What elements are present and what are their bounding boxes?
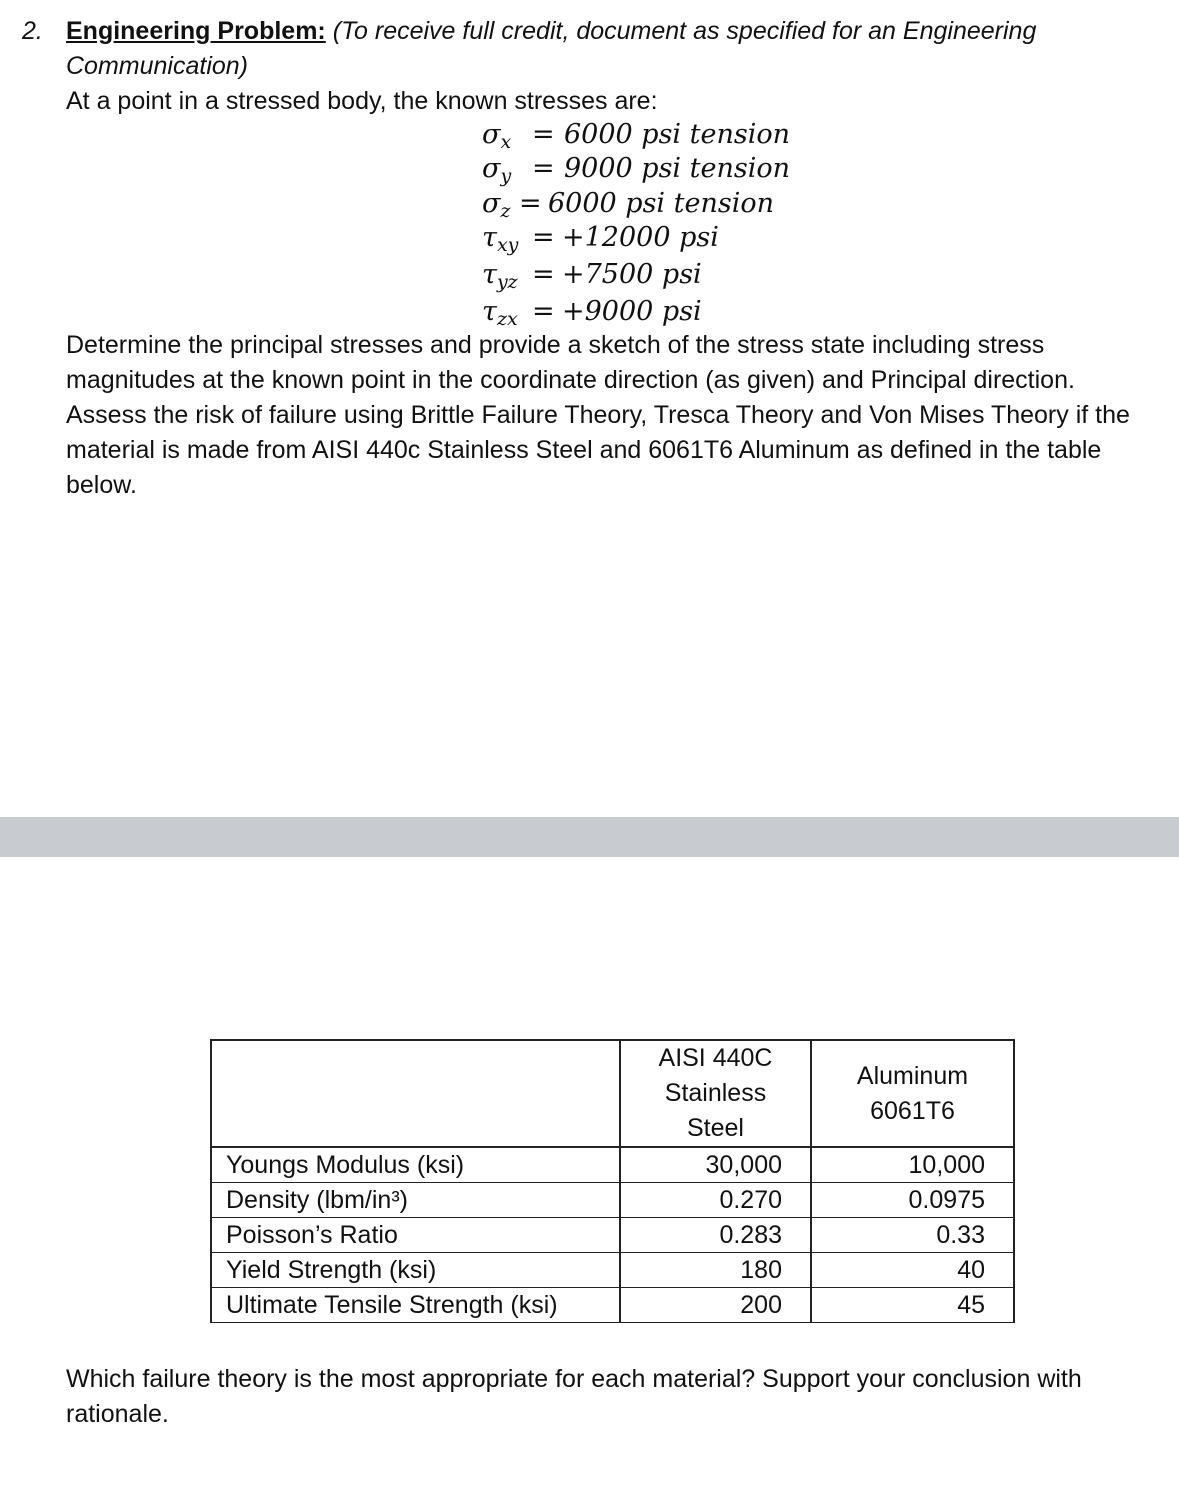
property-name: Yield Strength (ksi) [211,1253,620,1288]
property-name: Poisson’s Ratio [211,1218,620,1253]
table-header-aluminum: Aluminum 6061T6 [811,1040,1014,1147]
table-header-empty [211,1040,620,1147]
task-line: magnitudes at the known point in the coordinate direction (as given) and Principal direction. [66,366,1075,394]
aluminum-value: 10,000 [811,1147,1014,1183]
task-description [66,328,1171,503]
task-line: Assess the risk of failure using Brittle Failure Theory, Tresca Theory and Von Mises Theory if the [66,401,1130,429]
problem-intro: At a point in a stressed body, the known stresses are: [66,87,658,115]
steel-value: 200 [620,1288,811,1323]
task-line: below. [66,471,137,499]
aluminum-value: 40 [811,1253,1014,1288]
table-header-row [211,1040,1014,1147]
closing-question [66,1362,1082,1432]
problem-heading: Engineering Problem: [66,17,326,45]
property-name: Ultimate Tensile Strength (ksi) [211,1288,620,1323]
problem-title-line [66,14,1036,49]
steel-value: 0.283 [620,1218,811,1253]
table-row [211,1218,1014,1253]
table-row [211,1147,1014,1183]
table-row [211,1288,1014,1323]
table-row [211,1253,1014,1288]
question-line: Which failure theory is the most appropriate for each material? Support your conclusion with [66,1365,1082,1393]
material-properties-table [210,1039,1015,1323]
aluminum-value: 0.33 [811,1218,1014,1253]
stress-equation: σy = 9000 psi tension [482,153,791,187]
stress-equation: σz = 6000 psi tension [482,188,775,222]
stress-equation: τxy = +12000 psi [482,222,719,256]
steel-value: 0.270 [620,1183,811,1218]
aluminum-value: 0.0975 [811,1183,1014,1218]
task-line: material is made from AISI 440c Stainless Steel and 6061T6 Aluminum as defined in the table [66,436,1102,464]
page-divider-band [0,817,1179,857]
problem-instruction: (To receive full credit, document as specified for an Engineering [332,17,1037,45]
task-line: Determine the principal stresses and provide a sketch of the stress state including stress [66,331,1045,359]
question-line: rationale. [66,1400,169,1428]
stress-equation: σx = 6000 psi tension [482,119,791,153]
table-row [211,1183,1014,1218]
stress-equation: τyz = +7500 psi [482,259,702,293]
property-name: Youngs Modulus (ksi) [211,1147,620,1183]
aluminum-value: 45 [811,1288,1014,1323]
stress-equation: τzx = +9000 psi [482,296,702,330]
problem-number: 2. [22,17,43,45]
steel-value: 180 [620,1253,811,1288]
steel-value: 30,000 [620,1147,811,1183]
property-name: Density (lbm/in³) [211,1183,620,1218]
table-header-steel: AISI 440C Stainless Steel [620,1040,811,1147]
problem-instruction-continued: Communication) [66,52,249,80]
